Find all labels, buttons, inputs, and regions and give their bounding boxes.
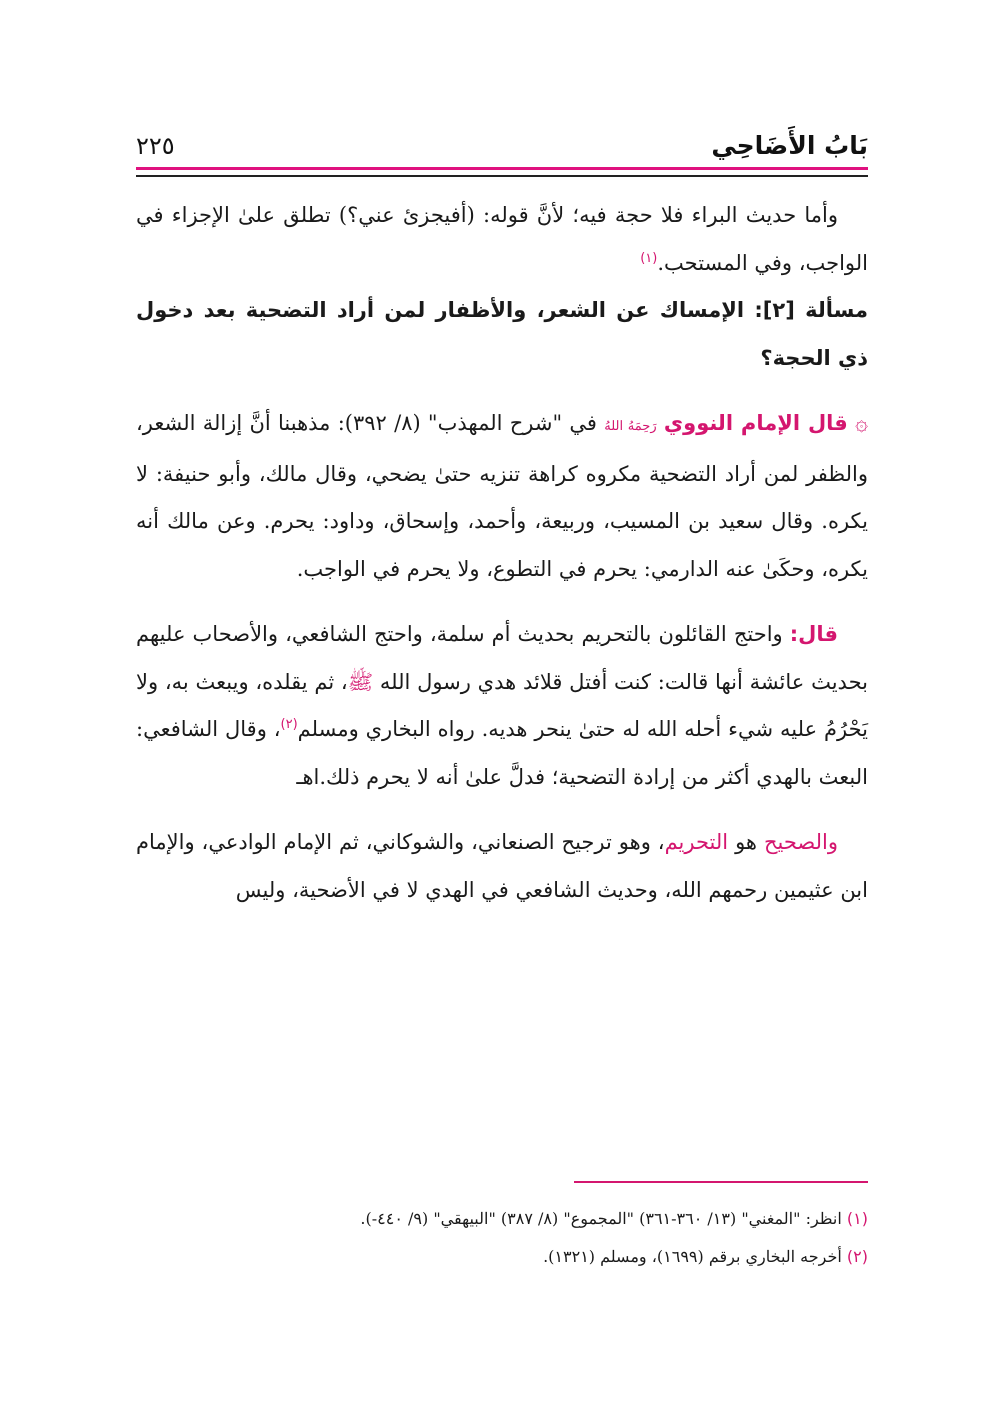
honorific: رَحِمَهُ اللهُ — [604, 419, 657, 434]
paragraph-3-text-c: ، وقال الشافعي: البعث بالهدي أكثر من إرادة التضحية؛ فدلَّ علىٰ أنه لا يحرم ذلك.اهـ — [136, 717, 868, 789]
chapter-title: بَابُ الأَضَاحِي — [711, 131, 868, 160]
issue-label: مسألة [٢]: — [754, 298, 868, 322]
footnote-2 — [136, 1238, 868, 1276]
footnote-text: أخرجه البخاري برقم (١٦٩٩)، ومسلم (١٣٢١). — [543, 1247, 842, 1266]
paragraph-4-text-a: هو — [735, 830, 757, 854]
paragraph-2 — [136, 400, 868, 593]
paragraph-3-text-b: ، ثم يقلده، ويبعث به، ولا يَحْرُمُ عليه شيء أحله الله له حتىٰ ينحر هديه. رواه البخاري ومسلم — [136, 669, 868, 741]
issue-title: الإمساك عن الشعر، والأظفار لمن أراد التضحية بعد دخول ذي الحجة؟ — [136, 298, 868, 370]
footnote-separator — [574, 1181, 868, 1183]
qala-label: قال: — [789, 622, 838, 646]
footnotes — [136, 1200, 868, 1276]
flower-ornament-icon: ۞ — [855, 411, 868, 436]
paragraph-1-text: وأما حديث البراء فلا حجة فيه؛ لأنَّ قوله: (أفيجزئ عني؟) تطلق علىٰ الإجزاء في الواجب، وفي المستحب. — [136, 203, 868, 275]
header-rule-pink — [136, 167, 868, 170]
footnote-number: (٢) — [846, 1247, 868, 1266]
footnote-ref-1[interactable]: (١) — [640, 250, 658, 266]
paragraph-4-text-b: ، وهو ترجيح الصنعاني، والشوكاني، ثم الإمام الوادعي، والإمام ابن عثيمين رحمهم الله، وحديث الشافعي في الهدي لا في الأضحية، وليس — [136, 830, 868, 902]
paragraph-3-text-a: واحتج القائلون بالتحريم بحديث أم سلمة، واحتج الشافعي، والأصحاب عليهم بحديث عائشة أنها قالت: كنت أفتل قلائد هدي رسول الله — [136, 622, 868, 694]
speaker-name: قال الإمام النووي — [663, 411, 848, 435]
footnote-text: انظر: "المغني" (١٣/ ٣٦٠-٣٦١) "المجموع" (٨/ ٣٨٧) "البيهقي" (٩/ ٤٤٠-). — [360, 1209, 842, 1228]
salutation-glyph: ﷺ — [347, 669, 374, 694]
footnote-ref-2[interactable]: (٢) — [280, 717, 298, 732]
paragraph-1 — [136, 192, 868, 287]
header-rule-dark — [136, 175, 868, 177]
page-number: ٢٢٥ — [136, 132, 175, 160]
running-header — [136, 120, 868, 160]
main-text — [136, 192, 868, 914]
paragraph-2-text: في "شرح المهذب" (٨/ ٣٩٢): مذهبنا أنَّ إزالة الشعر، والظفر لمن أراد التضحية مكروه كراهة تنزيه حتىٰ يضحي، وقال مالك، وأبو حنيفة: لا يكره. وقال سعيد بن المسيب، وربيعة، وأحمد، وإسحاق، وداود: يحرم. وعن مالك أنه يكره، وحكَىٰ عنه الدارمي: يحرم في التطوع، ولا يحرم في الواجب. — [136, 411, 868, 581]
footnote-number: (١) — [846, 1209, 868, 1228]
footnote-1 — [136, 1200, 868, 1238]
paragraph-3 — [136, 611, 868, 801]
paragraph-4 — [136, 819, 868, 914]
issue-heading — [136, 287, 868, 382]
sahih-label: والصحيح — [763, 830, 838, 854]
tahrim-label: التحريم — [664, 830, 729, 854]
